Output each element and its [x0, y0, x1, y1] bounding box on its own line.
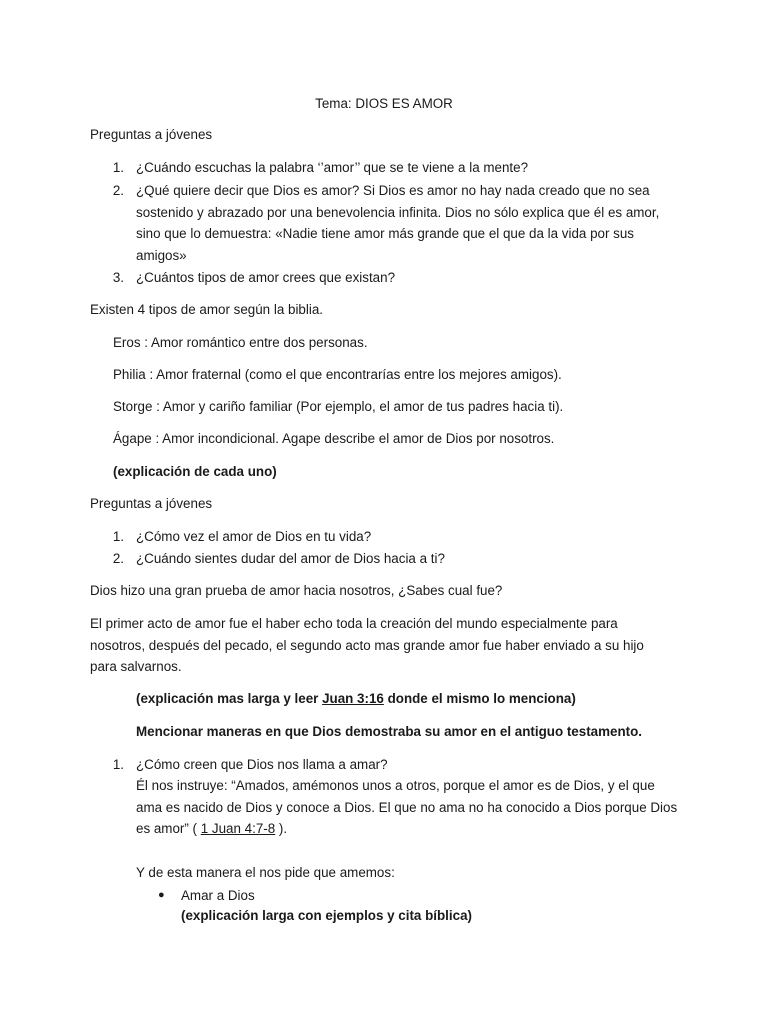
quote-text: ).: [275, 821, 288, 836]
list-number: 1.: [112, 529, 124, 544]
quote-text: es amor” (: [136, 821, 201, 836]
bullet-icon: ●: [158, 889, 165, 901]
list-item: ¿Cómo creen que Dios nos llama a amar?: [136, 757, 388, 772]
list-number: 2.: [112, 551, 124, 566]
types-intro: Existen 4 tipos de amor según la biblia.: [90, 302, 323, 317]
quote-line: [136, 818, 287, 840]
bullet-note: (explicación larga con ejemplos y cita bíblica): [181, 908, 472, 923]
list-item-continuation: sostenido y abrazado por una benevolencia infinita. Dios no sólo explica que él es amor,: [136, 205, 660, 220]
list-item-continuation: amigos»: [136, 248, 187, 263]
list-item: ¿Qué quiere decir que Dios es amor? Si Dios es amor no hay nada creado que no sea: [136, 183, 650, 198]
long-explanation-note: [136, 688, 576, 710]
quote-line: ama es nacido de Dios y conoce a Dios. El que no ama no ha conocido a Dios porque Dios: [136, 800, 678, 815]
list-item: ¿Cuántos tipos de amor crees que existan?: [136, 270, 396, 285]
ask-line: Y de esta manera el nos pide que amemos:: [136, 865, 395, 880]
love-type-philia: Philia : Amor fraternal (como el que encontrarías entre los mejores amigos).: [113, 367, 562, 382]
paragraph-line: El primer acto de amor fue el haber echo toda la creación del mundo especialmente para: [90, 616, 618, 631]
paragraph-line: para salvarnos.: [90, 659, 182, 674]
quote-line: Él nos instruye: “Amados, amémonos unos a otros, porque el amor es de Dios, y el que: [136, 778, 655, 793]
list-number: 1.: [112, 757, 124, 772]
section-heading-questions: Preguntas a jóvenes: [90, 127, 213, 142]
bullet-item: Amar a Dios: [181, 888, 255, 903]
list-number: 2.: [112, 183, 124, 198]
note-text: donde el mismo lo menciona): [383, 691, 576, 706]
list-item: ¿Cuándo escuchas la palabra ‘’amor’’ que se te viene a la mente?: [136, 160, 529, 175]
section-heading-questions-2: Preguntas a jóvenes: [90, 496, 213, 511]
proof-question: Dios hizo una gran prueba de amor hacia nosotros, ¿Sabes cual fue?: [90, 583, 503, 598]
love-type-storge: Storge : Amor y cariño familiar (Por ejemplo, el amor de tus padres hacia ti).: [113, 399, 564, 414]
note-text: (explicación mas larga y leer: [136, 691, 323, 706]
love-type-agape: Ágape : Amor incondicional. Agape describe el amor de Dios por nosotros.: [113, 431, 555, 446]
list-item: ¿Cómo vez el amor de Dios en tu vida?: [136, 529, 372, 544]
list-item-continuation: sino que lo demuestra: «Nadie tiene amor más grande que el que da la vida por sus: [136, 226, 634, 241]
bible-reference-1-juan-4-7-8: 1 Juan 4:7-8: [200, 821, 276, 836]
list-item: ¿Cuándo sientes dudar del amor de Dios hacia a ti?: [136, 551, 445, 566]
old-testament-note: Mencionar maneras en que Dios demostraba su amor en el antiguo testamento.: [136, 724, 642, 739]
love-type-eros: Eros : Amor romántico entre dos personas.: [113, 335, 368, 350]
document-title: Tema: DIOS ES AMOR: [315, 96, 453, 111]
bible-reference-juan-3-16: Juan 3:16: [322, 691, 384, 706]
list-number: 3.: [112, 270, 124, 285]
types-explanation-note: (explicación de cada uno): [113, 464, 277, 479]
list-number: 1.: [112, 160, 124, 175]
paragraph-line: nosotros, después del pecado, el segundo acto mas grande amor fue haber enviado a su hijo: [90, 638, 644, 653]
